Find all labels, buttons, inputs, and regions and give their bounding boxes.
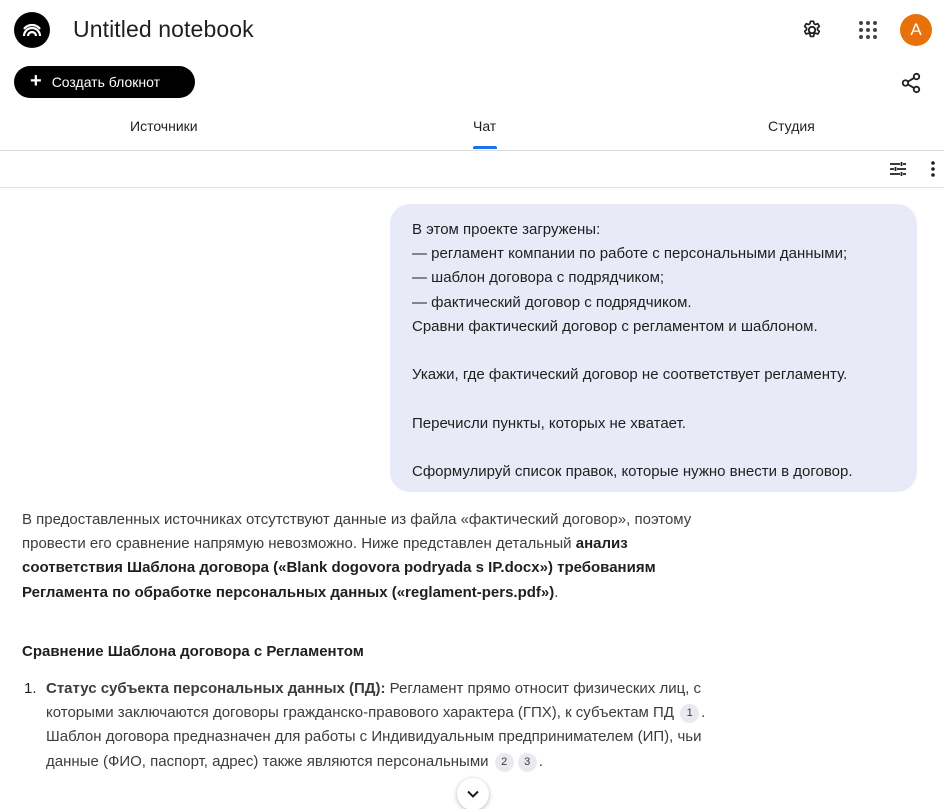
citation-chip[interactable]: 2 — [495, 753, 514, 772]
user-message-line: Укажи, где фактический договор не соответствует регламенту. — [412, 366, 848, 384]
avatar[interactable]: A — [900, 14, 932, 46]
user-message-line: Сравни фактический договор с регламентом и шаблоном. — [412, 317, 818, 335]
list-item-number: 1. — [24, 680, 37, 697]
chat-toolbar — [0, 151, 944, 188]
answer-intro-bold: анализ соответствия Шаблона договора («Blank dogovora podryada s IP.docx») требованиям Регламента по обработке персональных данных («reglament-pers.pdf») — [22, 535, 656, 601]
user-message-line — [412, 436, 897, 460]
answer-list — [22, 677, 712, 774]
list-item-text: . Шаблон договора предназначен для работы с Индивидуальным предпринимателем (ИП), чьи данные (ФИО, паспорт, адрес) также являются персональными — [46, 704, 706, 770]
create-notebook-button[interactable] — [14, 66, 195, 98]
user-message-line: — фактический договор с подрядчиком. — [412, 293, 692, 311]
user-message-line: В этом проекте загружены: — [412, 221, 601, 238]
plus-icon: + — [30, 70, 42, 92]
user-message-line: — регламент компании по работе с персональными данными; — [412, 245, 848, 263]
tune-icon[interactable] — [887, 158, 909, 180]
list-item-text: . — [538, 752, 543, 770]
answer-heading: Сравнение Шаблона договора с Регламентом — [22, 643, 364, 660]
user-message-line — [412, 339, 897, 363]
tab-bar — [0, 108, 944, 151]
tab-chat[interactable]: Чат — [473, 118, 497, 134]
gear-icon[interactable] — [796, 14, 828, 46]
notebook-title[interactable]: Untitled notebook — [73, 16, 254, 42]
user-message-bubble — [390, 204, 917, 492]
list-item-title: Статус субъекта персональных данных (ПД): — [46, 680, 386, 697]
assistant-answer-intro — [22, 508, 712, 605]
list-item-text: Регламент прямо относит физических лиц, с которыми заключаются договоры гражданско-правового характера (ГПХ), к субъектам ПД — [46, 680, 702, 722]
scroll-down-button[interactable] — [457, 778, 489, 809]
list-item — [22, 677, 712, 774]
user-message-line — [412, 387, 897, 411]
apps-grid-icon[interactable] — [852, 14, 884, 46]
citation-chip[interactable]: 3 — [518, 753, 537, 772]
active-tab-indicator — [473, 146, 497, 149]
user-message-line: — шаблон договора с подрядчиком; — [412, 269, 665, 287]
answer-intro-end: . — [554, 583, 559, 601]
notebooklm-logo-icon[interactable] — [14, 12, 50, 48]
create-notebook-label: Создать блокнот — [51, 74, 161, 90]
app-header — [0, 0, 944, 62]
tab-studio[interactable]: Студия — [768, 118, 815, 134]
tab-sources[interactable]: Источники — [130, 118, 198, 134]
user-message-line: Сформулируй список правок, которые нужно внести в договор. — [412, 462, 853, 480]
answer-intro-text: В предоставленных источниках отсутствуют данные из файла «фактический договор», поэтому провести его сравнение напрямую невозможно. Ниже представлен детальный — [22, 511, 692, 553]
share-icon[interactable] — [898, 70, 924, 96]
user-message-line: Перечисли пункты, которых не хватает. — [412, 414, 686, 432]
more-vert-icon[interactable] — [922, 158, 944, 180]
citation-chip[interactable]: 1 — [680, 704, 699, 723]
chevron-down-icon — [466, 787, 480, 801]
